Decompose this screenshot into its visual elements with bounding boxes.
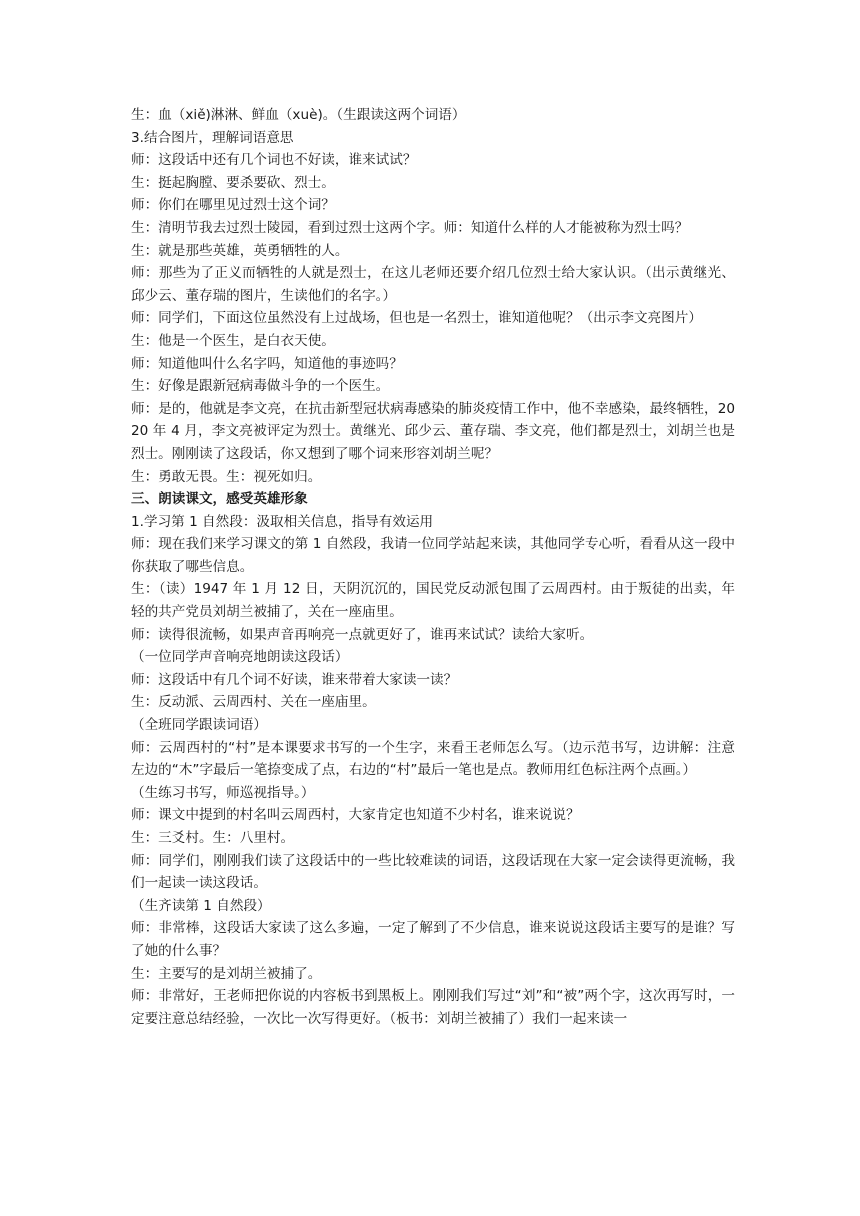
paragraph: 生：三爻村。生：八里村。 <box>131 830 295 846</box>
paragraph: （一位同学声音响亮地朗读这段话） <box>131 649 349 666</box>
paragraph: 师：非常棒，这段话大家读了这么多遍，一定了解到了不少信息，谁来说说这段话主要写的是谁？写了她的什么事？ <box>131 920 735 959</box>
paragraph: 生：（读）1947 年 1 月 12 日，天阴沉沉的，国民党反动派包围了云周西村。由于叛徒的出卖，年轻的共产党员刘胡兰被捕了，关在一座庙里。 <box>131 581 735 621</box>
paragraph: 生：血（xiě)淋淋、鲜血（xuè)。（生跟读这两个词语） <box>131 107 466 123</box>
paragraph: 师：同学们，下面这位虽然没有上过战场，但也是一名烈士，谁知道他呢？（出示李文亮图片） <box>131 310 702 327</box>
paragraph: 生：挺起胸膛、要杀要砍、烈士。 <box>131 174 335 191</box>
paragraph: 生：就是那些英雄，英勇牺牲的人。 <box>131 242 349 259</box>
paragraph: 师：是的，他就是李文亮，在抗击新型冠状病毒感染的肺炎疫情工作中，他不幸感染，最终牺牲，2020 年 4 月，李文亮被评定为烈士。黄继光、邱少云、董存瑞、李文亮，他们都是烈士，刘胡兰也是烈士。刚刚读了这段话，你又想到了哪个词来形容刘胡兰呢？ <box>131 400 735 462</box>
paragraph: 师：现在我们来学习课文的第 1 自然段，我请一位同学站起来读，其他同学专心听，看看从这一段中你获取了哪些信息。 <box>131 536 735 575</box>
paragraph: 生：主要写的是刘胡兰被捕了。 <box>131 965 322 982</box>
paragraph: 师：你们在哪里见过烈士这个词？ <box>131 197 335 214</box>
paragraph: 师：非常好，王老师把你说的内容板书到黑板上。刚刚我们写过“刘”和“被”两个字，这次再写时，一定要注意总结经验，一次比一次写得更好。（板书：刘胡兰被捕了）我们一起来读一 <box>131 988 735 1027</box>
document-body <box>131 104 735 1030</box>
paragraph: （生练习书写，师巡视指导。） <box>131 784 315 801</box>
section-heading: 三、朗读课文，感受英雄形象 <box>131 491 308 508</box>
paragraph: 1.学习第 1 自然段：汲取相关信息，指导有效运用 <box>131 513 434 530</box>
paragraph: （全班同学跟读词语） <box>131 717 267 734</box>
paragraph: 师：那些为了正义而牺牲的人就是烈士，在这儿老师还要介绍几位烈士给大家认识。（出示黄继光、邱少云、董存瑞的图片，生读他们的名字。） <box>131 265 735 304</box>
paragraph: 师：知道他叫什么名字吗，知道他的事迹吗？ <box>131 355 403 372</box>
paragraph: 生：他是一个医生，是白衣天使。 <box>131 332 335 349</box>
paragraph: 生：反动派、云周西村、关在一座庙里。 <box>131 694 376 711</box>
paragraph: 生：清明节我去过烈士陵园，看到过烈士这两个字。师：知道什么样的人才能被称为烈士吗？ <box>131 219 689 236</box>
paragraph: 生：好像是跟新冠病毒做斗争的一个医生。 <box>131 378 390 395</box>
paragraph: 师：同学们，刚刚我们读了这段话中的一些比较难读的词语，这段话现在大家一定会读得更流畅，我们一起读一读这段话。 <box>131 852 735 892</box>
paragraph: 3.结合图片，理解词语意思 <box>131 129 294 146</box>
paragraph: 师：这段话中有几个词不好读，谁来带着大家读一读？ <box>131 671 458 688</box>
paragraph: 师：课文中提到的村名叫云周西村，大家肯定也知道不少村名，谁来说说？ <box>131 807 580 824</box>
paragraph: （生齐读第 1 自然段） <box>131 897 271 914</box>
paragraph: 师：这段话中还有几个词也不好读，谁来试试？ <box>131 152 417 169</box>
paragraph: 师：读得很流畅，如果声音再响亮一点就更好了，谁再来试试？读给大家听。 <box>131 626 594 643</box>
paragraph: 师：云周西村的“村”是本课要求书写的一个生字，来看王老师怎么写。（边示范书写，边讲解：注意左边的“木”字最后一笔捺变成了点，右边的“村”最后一笔也是点。教师用红色标注两个点画。） <box>131 739 735 779</box>
paragraph: 生：勇敢无畏。生：视死如归。 <box>131 468 322 485</box>
